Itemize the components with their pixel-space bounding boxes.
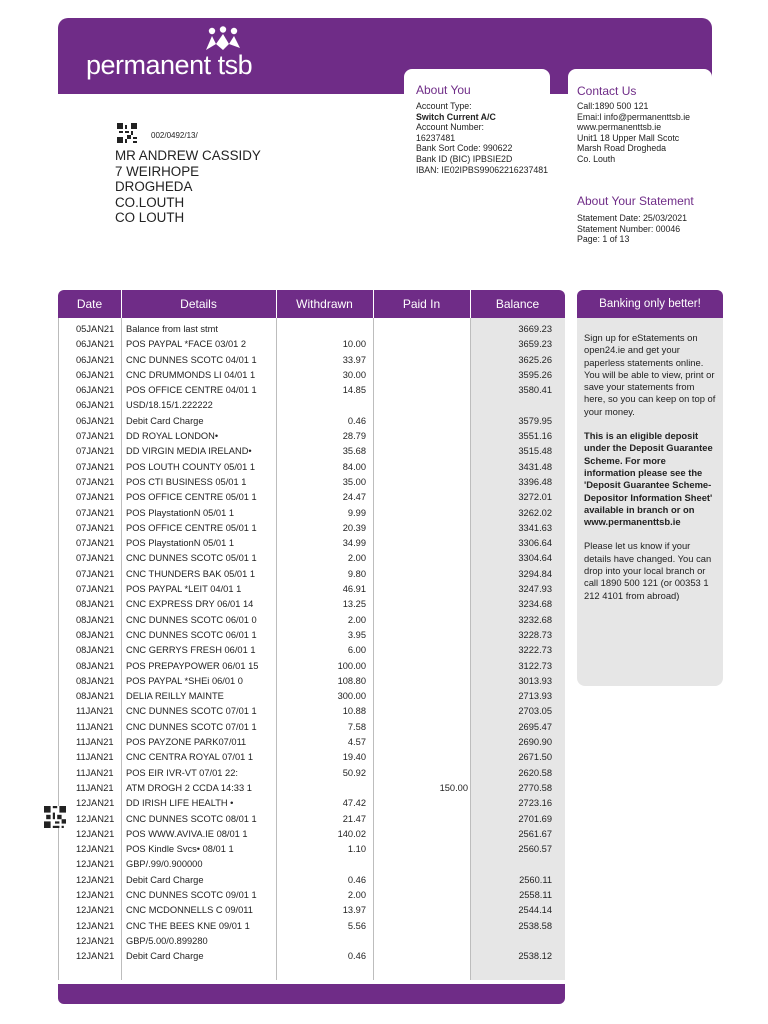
row-details: CNC DUNNES SCOTC 07/01 1	[126, 706, 257, 717]
row-date: 12JAN21	[76, 844, 115, 855]
row-balance: 3272.01	[518, 492, 552, 503]
row-details: CNC EXPRESS DRY 06/01 14	[126, 599, 254, 610]
row-date: 07JAN21	[76, 522, 115, 533]
row-date: 07JAN21	[76, 492, 115, 503]
row-withdrawn: 9.99	[347, 507, 366, 518]
row-details: POS PAYZONE PARK07/011	[126, 737, 247, 748]
row-date: 08JAN21	[76, 614, 115, 625]
table-row	[59, 414, 566, 429]
row-balance: 2560.11	[519, 874, 552, 885]
row-details: CNC DUNNES SCOTC 04/01 1	[126, 354, 257, 365]
row-details: CNC DRUMMONDS LI 04/01 1	[126, 369, 256, 380]
row-date: 06JAN21	[76, 354, 115, 365]
row-withdrawn: 20.39	[342, 522, 366, 533]
row-date: 08JAN21	[76, 645, 115, 656]
row-date: 12JAN21	[76, 874, 115, 885]
table-row	[59, 659, 566, 674]
row-details: POS PlaystationN 05/01 1	[126, 538, 235, 549]
row-withdrawn: 14.85	[342, 385, 366, 396]
row-withdrawn: 84.00	[342, 461, 366, 472]
row-withdrawn: 10.88	[342, 706, 366, 717]
row-balance: 3232.68	[518, 614, 552, 625]
table-row	[59, 551, 566, 566]
row-details: Debit Card Charge	[126, 874, 204, 885]
row-details: POS PAYPAL *FACE 03/01 2	[126, 339, 247, 350]
row-details: CNC DUNNES SCOTC 09/01 1	[126, 889, 257, 900]
row-withdrawn: 6.00	[347, 645, 366, 656]
table-footer-bar	[58, 984, 565, 1004]
table-row	[59, 735, 566, 750]
qr-code-icon	[117, 123, 137, 143]
row-balance: 2620.58	[518, 767, 552, 778]
table-row	[59, 949, 566, 964]
row-balance: 3228.73	[518, 629, 552, 640]
table-row	[59, 934, 566, 949]
row-date: 07JAN21	[76, 584, 115, 595]
row-balance: 3247.93	[518, 584, 552, 595]
row-withdrawn: 9.80	[347, 568, 366, 579]
row-balance: 3122.73	[518, 660, 552, 671]
row-balance: 2690.90	[518, 737, 552, 748]
table-row	[59, 888, 566, 903]
row-date: 08JAN21	[76, 660, 115, 671]
table-row	[59, 475, 566, 490]
barcode-icon	[44, 806, 66, 828]
row-details: POS PAYPAL *LEIT 04/01 1	[126, 584, 242, 595]
row-details: POS LOUTH COUNTY 05/01 1	[126, 461, 255, 472]
table-row	[59, 521, 566, 536]
row-details: POS OFFICE CENTRE 04/01 1	[126, 385, 257, 396]
row-withdrawn: 2.00	[347, 889, 366, 900]
table-row	[59, 337, 566, 352]
row-details: CNC CENTRA ROYAL 07/01 1	[126, 752, 254, 763]
transactions-table	[58, 318, 565, 980]
row-balance: 2671.50	[518, 752, 552, 763]
table-row	[59, 506, 566, 521]
row-date: 07JAN21	[76, 553, 115, 564]
brand-logo: permanent tsb	[86, 50, 253, 80]
row-balance: 2695.47	[518, 721, 552, 732]
row-balance: 2538.12	[518, 951, 552, 962]
table-row	[59, 781, 566, 796]
row-balance: 3304.64	[518, 553, 552, 564]
row-withdrawn: 21.47	[342, 813, 366, 824]
row-withdrawn: 0.46	[347, 415, 366, 426]
table-row	[59, 643, 566, 658]
row-withdrawn: 13.97	[342, 905, 366, 916]
row-details: ATM DROGH 2 CCDA 14:33 1	[126, 782, 252, 793]
table-row	[59, 720, 566, 735]
row-balance: 2701.69	[518, 813, 552, 824]
side-panel	[577, 318, 723, 686]
about-statement-title: About Your Statement	[577, 194, 694, 208]
row-withdrawn: 35.00	[342, 476, 366, 487]
row-details: POS Kindle Svcs• 08/01 1	[126, 844, 234, 855]
row-details: DD VIRGIN MEDIA IRELAND•	[126, 446, 252, 457]
row-date: 06JAN21	[76, 369, 115, 380]
row-balance: 3625.26	[518, 354, 552, 365]
row-balance: 3515.48	[518, 446, 552, 457]
row-date: 08JAN21	[76, 599, 115, 610]
transactions-table-header	[58, 290, 565, 318]
row-date: 06JAN21	[76, 385, 115, 396]
row-date: 06JAN21	[76, 415, 115, 426]
table-row	[59, 766, 566, 781]
row-withdrawn: 108.80	[337, 675, 366, 686]
contact-us-details: Call:1890 500 121 Emai:l info@permanenttsb.ie www.permanenttsb.ie Unit1 18 Upper Mall Scotc Marsh Road Drogheda Co. Louth	[577, 101, 691, 164]
row-balance: 3262.02	[518, 507, 552, 518]
table-row	[59, 827, 566, 842]
statement-reference: 002/0492/13/	[151, 131, 198, 140]
row-date: 12JAN21	[76, 951, 115, 962]
header-balance: Balance	[495, 297, 540, 311]
table-row	[59, 368, 566, 383]
row-date: 12JAN21	[76, 798, 115, 809]
estatements-info: Sign up for eStatements on open24.ie and get your paperless statements online. You will be able to view, print or save your statements from here, so you can keep on top of your money.	[584, 332, 716, 417]
table-row	[59, 842, 566, 857]
row-date: 05JAN21	[76, 324, 115, 334]
row-date: 11JAN21	[76, 767, 114, 778]
table-row	[59, 597, 566, 612]
row-balance: 3341.63	[518, 522, 552, 533]
row-paid-in: 150.00	[439, 782, 468, 793]
row-date: 12JAN21	[76, 889, 115, 900]
row-date: 11JAN21	[76, 737, 114, 748]
customer-address: MR ANDREW CASSIDY 7 WEIRHOPE DROGHEDA CO.LOUTH CO LOUTH	[115, 148, 261, 226]
table-row	[59, 490, 566, 505]
table-row	[59, 613, 566, 628]
row-balance: 3306.64	[518, 538, 552, 549]
row-details: CNC THUNDERS BAK 05/01 1	[126, 568, 255, 579]
row-details: USD/18.15/1.222222	[126, 400, 213, 411]
row-date: 06JAN21	[76, 400, 115, 411]
row-details: POS OFFICE CENTRE 05/01 1	[126, 522, 257, 533]
row-balance: 2713.93	[518, 691, 552, 702]
row-details: DD ROYAL LONDON•	[126, 431, 219, 442]
row-details: CNC DUNNES SCOTC 05/01 1	[126, 553, 257, 564]
row-details: Debit Card Charge	[126, 415, 204, 426]
row-date: 11JAN21	[76, 721, 114, 732]
about-you-title: About You	[416, 83, 471, 97]
table-row	[59, 429, 566, 444]
row-withdrawn: 30.00	[342, 369, 366, 380]
row-balance: 2538.58	[518, 920, 552, 931]
row-withdrawn: 34.99	[342, 538, 366, 549]
table-row	[59, 353, 566, 368]
table-row	[59, 383, 566, 398]
row-date: 12JAN21	[76, 859, 115, 870]
row-balance: 3234.68	[518, 599, 552, 610]
side-panel-title: Banking only better!	[577, 290, 723, 318]
row-withdrawn: 19.40	[342, 752, 366, 763]
row-details: Debit Card Charge	[126, 951, 204, 962]
row-date: 07JAN21	[76, 507, 115, 518]
row-withdrawn: 33.97	[342, 354, 366, 365]
row-date: 07JAN21	[76, 538, 115, 549]
table-row	[59, 460, 566, 475]
row-withdrawn: 46.91	[342, 584, 366, 595]
row-date: 08JAN21	[76, 675, 115, 686]
row-date: 12JAN21	[76, 828, 115, 839]
table-row	[59, 873, 566, 888]
row-date: 07JAN21	[76, 461, 115, 472]
table-row	[59, 903, 566, 918]
contact-details-info: Please let us know if your details have changed. You can drop into your local branch or call 1890 500 121 (or 00353 1 212 4101 from abroad)	[584, 540, 712, 601]
row-balance: 2703.05	[518, 706, 552, 717]
row-details: CNC MCDONNELLS C 09/011	[126, 905, 253, 916]
about-you-details: Account Type: Switch Current A/C Account Number: 16237481 Bank Sort Code: 990622 Bank ID (BIC) IPBSIE2D IBAN: IE02IPBS99062216237481	[416, 101, 549, 175]
row-withdrawn: 24.47	[342, 492, 366, 503]
table-row	[59, 322, 566, 337]
row-withdrawn: 300.00	[337, 691, 366, 702]
table-row	[59, 444, 566, 459]
about-statement-details: Statement Date: 25/03/2021 Statement Number: 00046 Page: 1 of 13	[577, 213, 688, 245]
row-balance: 3659.23	[518, 339, 552, 350]
table-row	[59, 704, 566, 719]
row-withdrawn: 47.42	[342, 798, 366, 809]
row-details: POS PREPAYPOWER 06/01 15	[126, 660, 259, 671]
row-balance: 3294.84	[518, 568, 552, 579]
row-balance: 2561.67	[518, 828, 552, 839]
row-details: CNC DUNNES SCOTC 06/01 0	[126, 614, 257, 625]
row-details: Balance from last stmt	[126, 324, 218, 334]
row-details: CNC DUNNES SCOTC 08/01 1	[126, 813, 257, 824]
row-withdrawn: 4.57	[347, 737, 366, 748]
row-date: 07JAN21	[76, 446, 115, 457]
row-withdrawn: 3.95	[347, 629, 366, 640]
row-withdrawn: 13.25	[342, 599, 366, 610]
row-details: CNC THE BEES KNE 09/01 1	[126, 920, 250, 931]
table-row	[59, 567, 566, 582]
table-row	[59, 857, 566, 872]
table-row	[59, 398, 566, 413]
contact-us-title: Contact Us	[577, 84, 637, 98]
row-details: CNC GERRYS FRESH 06/01 1	[126, 645, 256, 656]
row-balance: 3579.95	[518, 415, 552, 426]
row-details: POS PAYPAL *SHEi 06/01 0	[126, 675, 243, 686]
row-balance: 3396.48	[518, 476, 552, 487]
row-date: 12JAN21	[76, 905, 115, 916]
row-balance: 3551.16	[518, 431, 552, 442]
row-balance: 2560.57	[518, 844, 552, 855]
row-withdrawn: 10.00	[342, 339, 366, 350]
table-row	[59, 582, 566, 597]
row-balance: 2544.14	[518, 905, 552, 916]
header-date: Date	[76, 297, 103, 311]
row-details: DELIA REILLY MAINTE	[126, 691, 224, 702]
row-details: CNC DUNNES SCOTC 06/01 1	[126, 629, 257, 640]
row-date: 06JAN21	[76, 339, 115, 350]
header-details: Details	[180, 297, 217, 311]
table-row	[59, 674, 566, 689]
row-balance: 3580.41	[518, 385, 552, 396]
table-row	[59, 919, 566, 934]
row-details: CNC DUNNES SCOTC 07/01 1	[126, 721, 257, 732]
table-row	[59, 628, 566, 643]
row-withdrawn: 28.79	[342, 431, 366, 442]
deposit-guarantee-info: This is an eligible deposit under the Deposit Guarantee Scheme. For more information please see the 'Deposit Guarantee Scheme-Depositor Information Sheet' available in branch or on www.permanenttsb.ie	[584, 430, 713, 528]
row-details: POS CTI BUSINESS 05/01 1	[126, 476, 247, 487]
row-details: POS WWW.AVIVA.IE 08/01 1	[126, 828, 248, 839]
row-details: POS PlaystationN 05/01 1	[126, 507, 235, 518]
row-withdrawn: 5.56	[347, 920, 366, 931]
row-date: 08JAN21	[76, 629, 115, 640]
row-balance: 2770.58	[518, 782, 552, 793]
row-withdrawn: 2.00	[347, 553, 366, 564]
row-withdrawn: 50.92	[342, 767, 366, 778]
row-date: 07JAN21	[76, 431, 115, 442]
row-balance: 3431.48	[518, 461, 552, 472]
row-balance: 3222.73	[518, 645, 552, 656]
row-details: DD IRISH LIFE HEALTH •	[126, 798, 234, 809]
row-balance: 3013.93	[518, 675, 552, 686]
row-balance: 3595.26	[518, 369, 552, 380]
row-date: 11JAN21	[76, 706, 114, 717]
row-withdrawn: 100.00	[337, 660, 366, 671]
table-row	[59, 750, 566, 765]
row-details: GBP/5.00/0.899280	[126, 935, 208, 946]
row-withdrawn: 7.58	[347, 721, 366, 732]
row-details: GBP/.99/0.900000	[126, 859, 203, 870]
row-date: 07JAN21	[76, 568, 115, 579]
row-date: 12JAN21	[76, 935, 115, 946]
table-row	[59, 689, 566, 704]
table-row	[59, 796, 566, 811]
header-paid-in: Paid In	[402, 297, 441, 311]
row-withdrawn: 140.02	[337, 828, 366, 839]
row-date: 12JAN21	[76, 813, 115, 824]
row-withdrawn: 0.46	[347, 951, 366, 962]
row-balance: 2723.16	[518, 798, 552, 809]
row-date: 07JAN21	[76, 476, 115, 487]
row-balance: 3669.23	[518, 324, 552, 334]
transaction-rows	[59, 322, 566, 964]
row-date: 11JAN21	[76, 782, 114, 793]
row-withdrawn: 2.00	[347, 614, 366, 625]
table-row	[59, 536, 566, 551]
logo-figures-icon	[204, 26, 244, 52]
row-details: POS OFFICE CENTRE 05/01 1	[126, 492, 257, 503]
row-balance: 2558.11	[519, 889, 552, 900]
row-date: 12JAN21	[76, 920, 115, 931]
row-date: 11JAN21	[76, 752, 114, 763]
row-withdrawn: 0.46	[347, 874, 366, 885]
row-date: 08JAN21	[76, 691, 115, 702]
table-row	[59, 812, 566, 827]
header-withdrawn: Withdrawn	[296, 297, 353, 311]
row-withdrawn: 35.68	[342, 446, 366, 457]
row-withdrawn: 1.10	[347, 844, 366, 855]
row-details: POS EIR IVR-VT 07/01 22:	[126, 767, 238, 778]
